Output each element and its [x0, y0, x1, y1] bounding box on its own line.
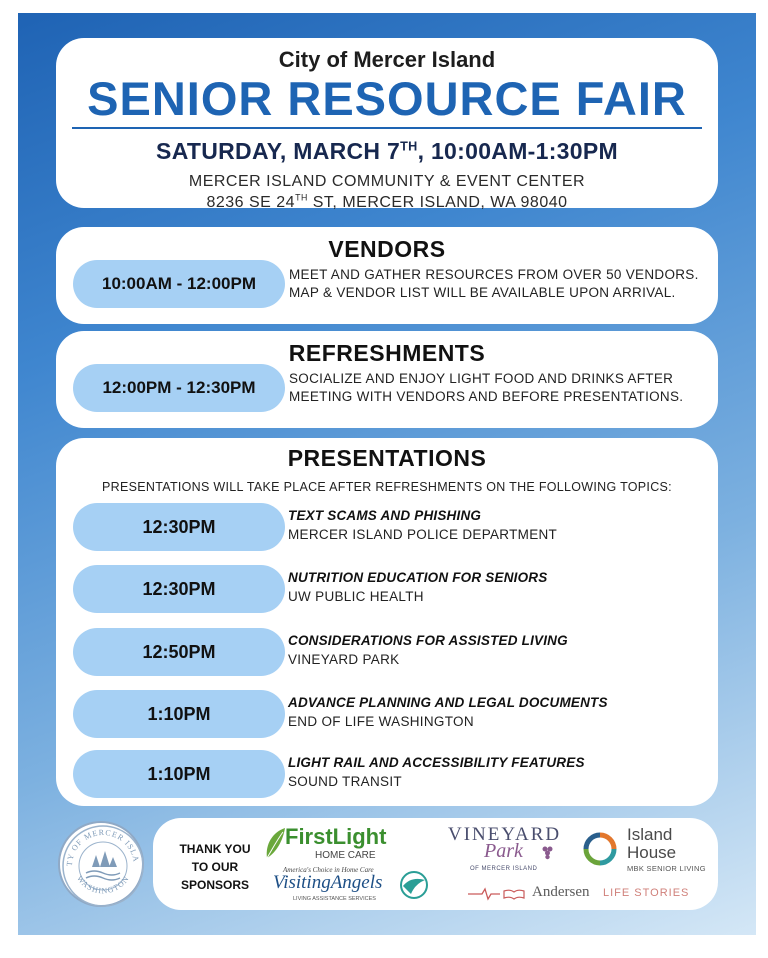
andersen-logo	[468, 884, 713, 906]
address-suffix: TH	[295, 192, 308, 203]
time-text: , 10:00AM-1:30PM	[417, 138, 618, 164]
vineyard-park-logo	[448, 824, 573, 880]
presentation-topic: NUTRITION EDUCATION FOR SENIORS	[288, 570, 548, 585]
svg-text:CITY OF MERCER ISLAND	[60, 823, 141, 867]
event-title: SENIOR RESOURCE FAIR	[87, 72, 687, 125]
refreshments-title: REFRESHMENTS	[288, 340, 486, 366]
sponsors-card	[153, 818, 718, 910]
vendors-time: 10:00AM - 12:00PM	[73, 260, 285, 308]
firstlight-sub: HOME CARE	[315, 850, 376, 861]
island-house-logo	[583, 826, 713, 876]
presentation-item	[73, 565, 703, 613]
visiting-tagline: America's Choice in Home Care	[283, 866, 374, 874]
header-card	[56, 38, 718, 211]
presentation-presenter: MERCER ISLAND POLICE DEPARTMENT	[288, 527, 558, 542]
refreshments-line-1: SOCIALIZE AND ENJOY LIGHT FOOD AND DRINKS AFTER	[289, 371, 674, 386]
date-text: SATURDAY, MARCH 7	[156, 138, 401, 164]
presentations-intro: PRESENTATIONS WILL TAKE PLACE AFTER REFRESHMENTS ON THE FOLLOWING TOPICS:	[102, 480, 672, 494]
vendors-line-2: MAP & VENDOR LIST WILL BE AVAILABLE UPON ARRIVAL.	[289, 285, 676, 300]
presentation-topic: CONSIDERATIONS FOR ASSISTED LIVING	[288, 633, 568, 648]
visiting-angels-logo	[273, 866, 443, 906]
presentation-time: 12:30PM	[73, 503, 285, 551]
visiting-sub: LIVING ASSISTANCE SERVICES	[293, 896, 376, 902]
vendors-description	[289, 266, 699, 302]
presentation-time: 12:50PM	[73, 628, 285, 676]
island-house-sub: MBK SENIOR LIVING	[627, 864, 706, 873]
andersen-sub: LIFE STORIES	[603, 887, 690, 899]
andersen-name: Andersen	[532, 884, 590, 900]
island-house-icon	[583, 832, 617, 866]
presentation-presenter: SOUND TRANSIT	[288, 774, 402, 789]
sponsors-thanks: THANK YOU TO OUR SPONSORS	[179, 842, 251, 892]
venue-name: MERCER ISLAND COMMUNITY & EVENT CENTER	[188, 173, 586, 190]
vineyard-name: VINEYARD	[448, 824, 562, 845]
vineyard-park-script: Park	[484, 840, 523, 862]
vendors-title: VENDORS	[328, 236, 446, 262]
presentation-topic: TEXT SCAMS AND PHISHING	[288, 508, 482, 523]
event-date	[56, 138, 718, 165]
refreshments-description	[289, 370, 683, 406]
grape-icon	[540, 844, 556, 862]
presentation-item	[73, 628, 703, 676]
seal-text-top: TY OF MERCER ISLA	[64, 827, 141, 867]
firstlight-logo	[263, 824, 413, 868]
presentation-item	[73, 690, 703, 738]
vendors-card	[56, 227, 718, 324]
presentation-topic: ADVANCE PLANNING AND LEGAL DOCUMENTS	[288, 695, 608, 710]
presentation-presenter: END OF LIFE WASHINGTON	[288, 714, 474, 729]
venue-address	[56, 192, 718, 213]
title-underline	[72, 127, 702, 129]
presentations-title: PRESENTATIONS	[287, 445, 487, 471]
city-seal-logo	[58, 821, 144, 907]
presentation-topic: LIGHT RAIL AND ACCESSIBILITY FEATURES	[288, 755, 585, 770]
vineyard-sub: OF MERCER ISLAND	[470, 866, 538, 872]
visiting-angels-name: VisitingAngels	[273, 872, 383, 893]
heartbeat-book-icon	[468, 887, 528, 901]
presentation-presenter: UW PUBLIC HEALTH	[288, 589, 424, 604]
address-street: 8236 SE 24	[206, 194, 296, 211]
presentation-item	[73, 503, 703, 551]
refreshments-card	[56, 331, 718, 428]
city-seal-icon	[60, 823, 146, 909]
island-house-line-2: House	[627, 843, 677, 862]
date-suffix: TH	[400, 139, 418, 154]
city-title: City of Mercer Island	[278, 47, 496, 72]
seal-text-bottom: WASHINGTON	[75, 873, 131, 896]
vendors-line-1: MEET AND GATHER RESOURCES FROM OVER 50 VENDORS.	[289, 267, 699, 282]
presentation-item	[73, 750, 703, 798]
poster-background	[18, 13, 756, 935]
angel-wing-icon	[397, 870, 431, 900]
refreshments-line-2: MEETING WITH VENDORS AND BEFORE PRESENTATIONS.	[289, 389, 684, 404]
presentation-time: 1:10PM	[73, 690, 285, 738]
presentation-presenter: VINEYARD PARK	[288, 652, 400, 667]
island-house-line-1: Island	[627, 825, 673, 844]
presentation-time: 12:30PM	[73, 565, 285, 613]
refreshments-time: 12:00PM - 12:30PM	[73, 364, 285, 412]
address-city: ST, MERCER ISLAND, WA 98040	[307, 194, 568, 211]
presentations-card	[56, 438, 718, 806]
presentation-time: 1:10PM	[73, 750, 285, 798]
firstlight-name: FirstLight	[285, 824, 387, 849]
